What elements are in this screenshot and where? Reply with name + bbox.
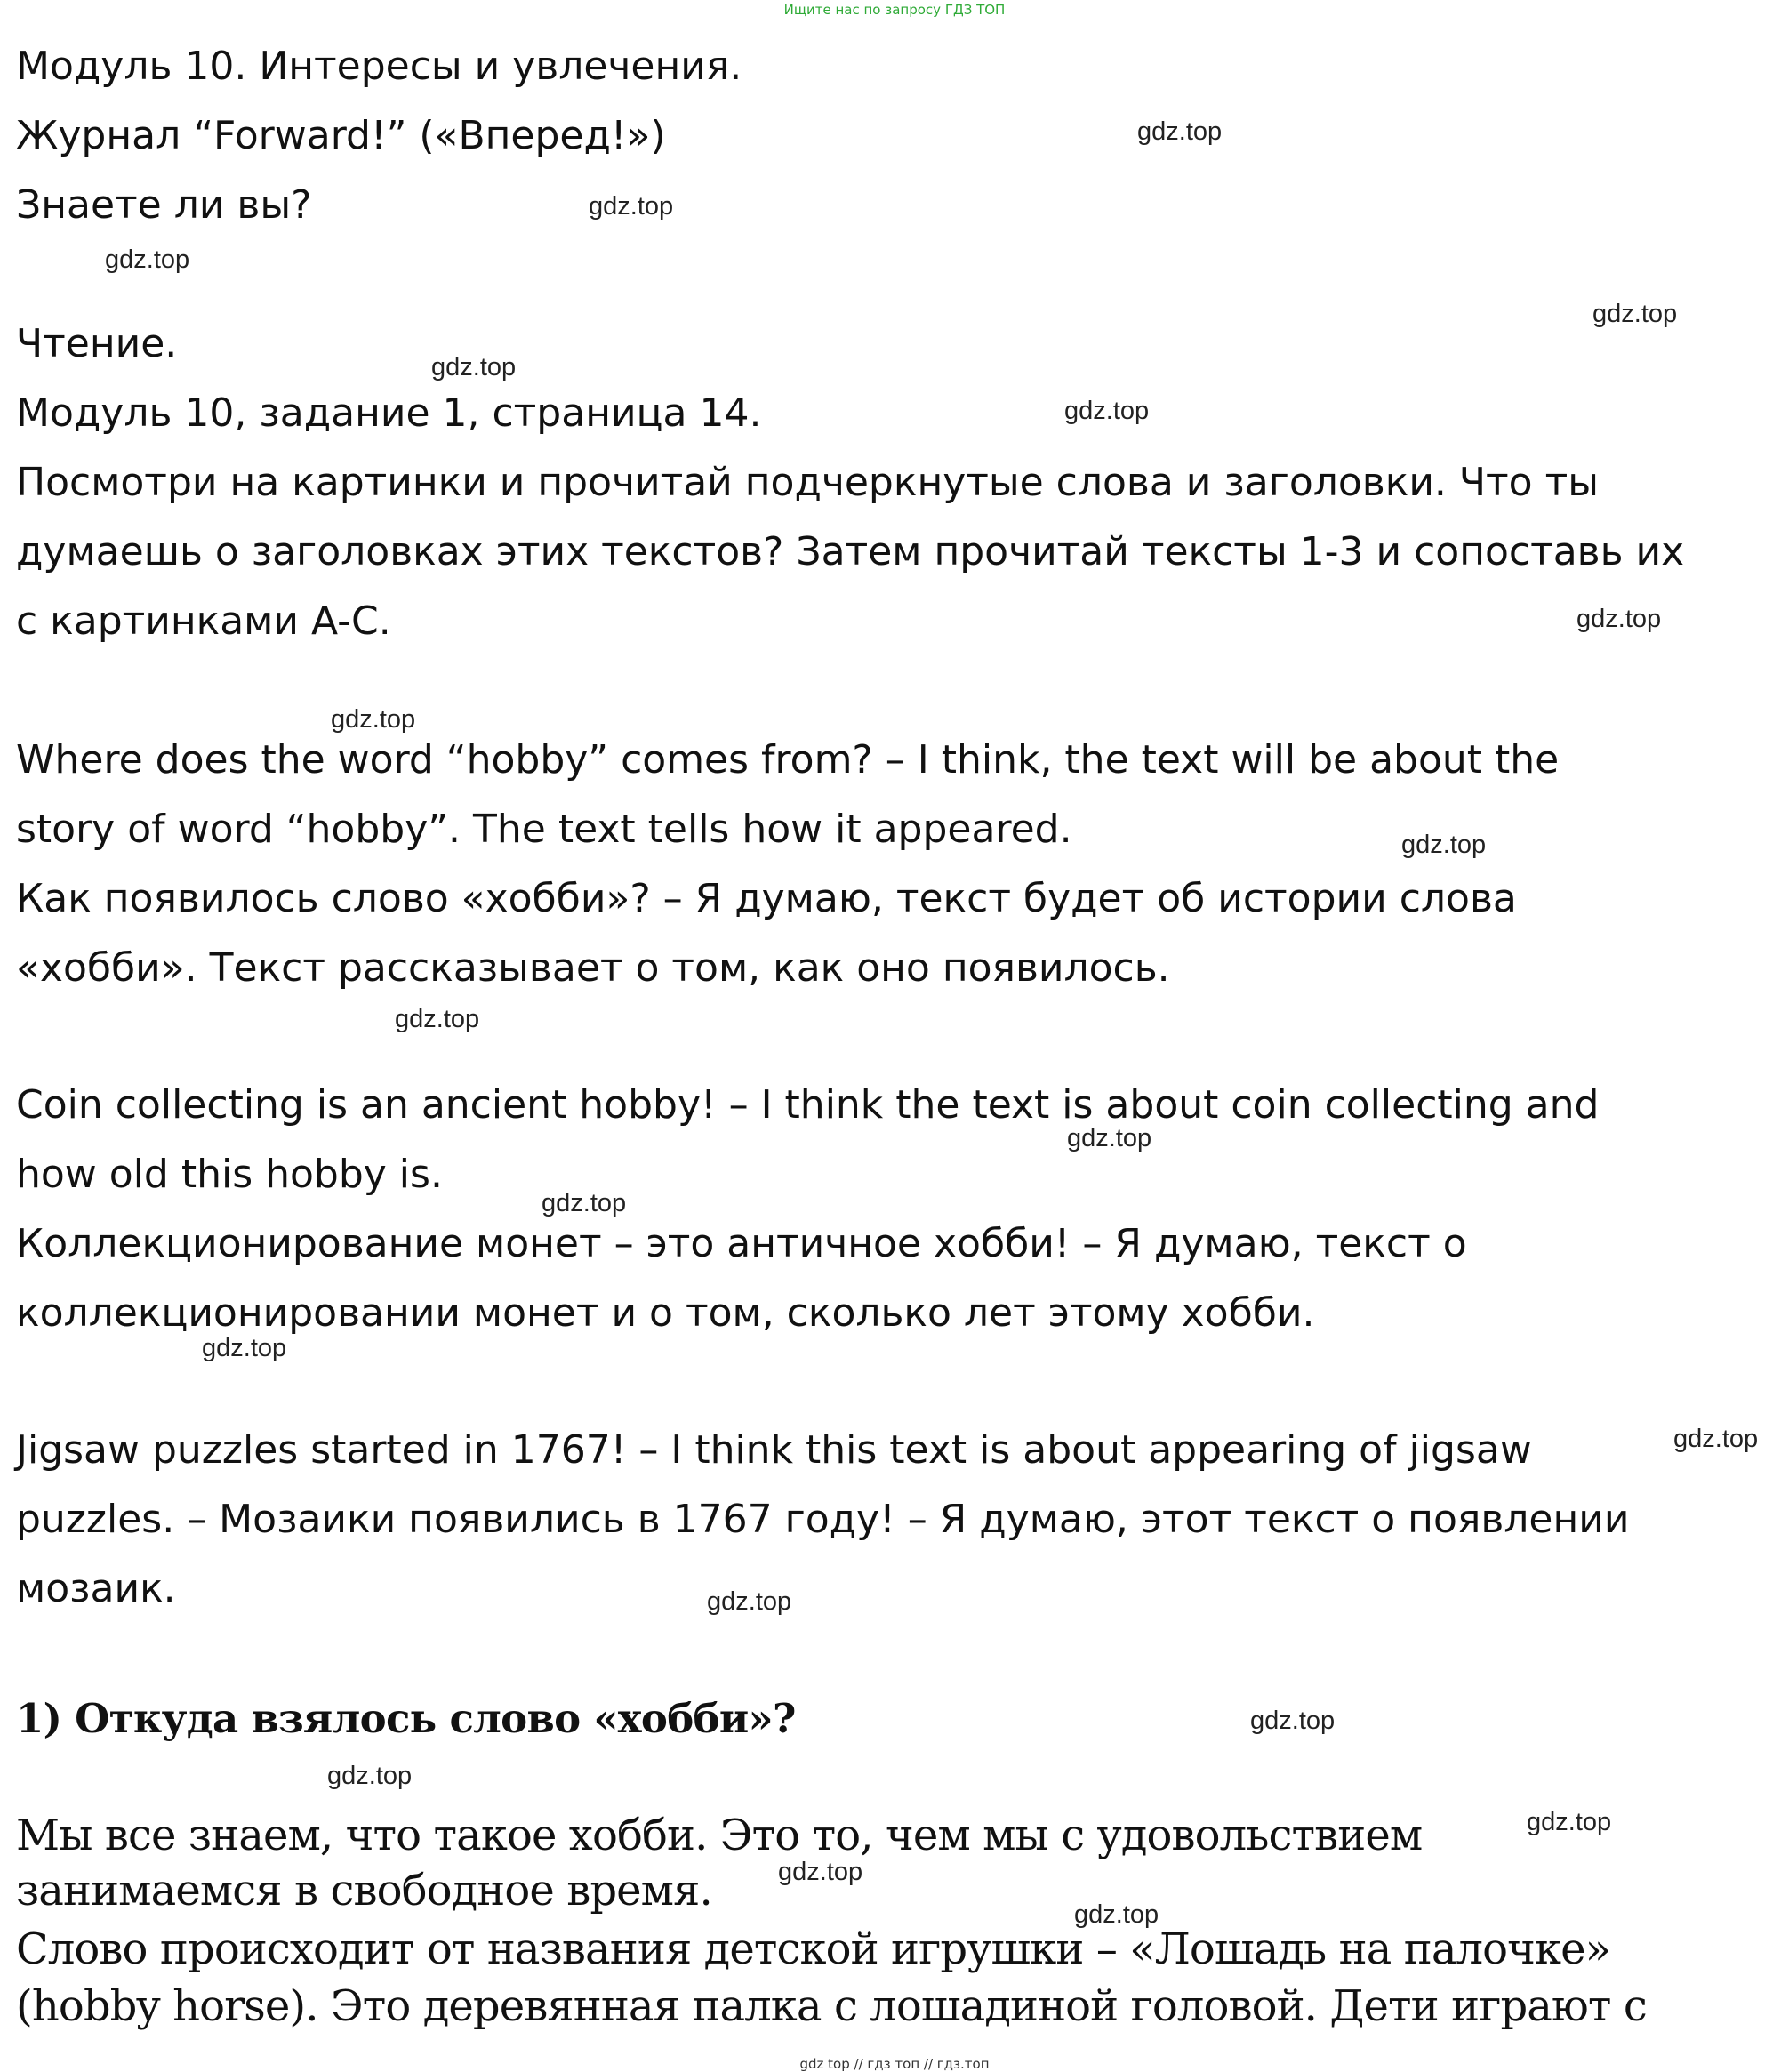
text-line: занимаемся в свободное время. <box>16 1866 712 1915</box>
answer-line: Jigsaw puzzles started in 1767! – I think this text is about appearing of jigsaw <box>16 1427 1532 1473</box>
watermark: gdz.top <box>1592 300 1678 328</box>
instruction-line: с картинками A-C. <box>16 598 391 644</box>
text-heading: 1) Откуда взялось слово «хобби»? <box>16 1695 796 1742</box>
search-hint-link[interactable]: Ищите нас по запросу ГДЗ ТОП <box>783 2 1006 18</box>
watermark: gdz.top <box>1074 1900 1159 1929</box>
answer-line: puzzles. – Мозаики появились в 1767 году! – Я думаю, этот текст о появлении <box>16 1497 1630 1542</box>
watermark: gdz.top <box>395 1005 480 1033</box>
footer-separator: // <box>923 2056 934 2072</box>
answer-line: story of word “hobby”. The text tells how it appeared. <box>16 807 1072 852</box>
watermark: gdz.top <box>778 1858 863 1886</box>
watermark: gdz.top <box>589 192 674 221</box>
section-title: Чтение. <box>16 321 178 366</box>
watermark: gdz.top <box>1527 1808 1612 1836</box>
watermark: gdz.top <box>1137 117 1223 146</box>
watermark: gdz.top <box>1250 1707 1336 1735</box>
answer-line: мозаик. <box>16 1566 176 1611</box>
watermark: gdz.top <box>431 353 517 381</box>
instruction-line: Посмотри на картинки и прочитай подчеркнутые слова и заголовки. Что ты <box>16 460 1599 505</box>
watermark: gdz.top <box>1067 1124 1152 1152</box>
magazine-title: Журнал “Forward!” («Вперед!») <box>16 113 666 158</box>
watermark: gdz.top <box>105 245 190 274</box>
watermark: gdz.top <box>1673 1425 1759 1453</box>
watermark: gdz.top <box>542 1189 627 1217</box>
answer-line: Как появилось слово «хобби»? – Я думаю, текст будет об истории слова <box>16 876 1517 921</box>
footer-link[interactable]: гдз топ <box>867 2056 920 2072</box>
watermark: gdz.top <box>1401 831 1487 859</box>
watermark: gdz.top <box>1576 605 1662 633</box>
footer-link[interactable]: gdz top <box>799 2056 850 2072</box>
module-title: Модуль 10. Интересы и увлечения. <box>16 44 742 89</box>
text-line: Слово происходит от названия детской игрушки – «Лошадь на палочке» <box>16 1924 1611 1974</box>
answer-line: «хобби». Текст рассказывает о том, как оно появилось. <box>16 945 1170 991</box>
watermark: gdz.top <box>202 1334 287 1362</box>
answer-line: how old this hobby is. <box>16 1152 443 1197</box>
text-line: Мы все знаем, что такое хобби. Это то, чем мы с удовольствием <box>16 1811 1423 1860</box>
answer-line: Where does the word “hobby” comes from? – I think, the text will be about the <box>16 737 1560 783</box>
text-line: (hobby horse). Это деревянная палка с лошадиной головой. Дети играют с <box>16 1981 1647 2031</box>
answer-line: Coin collecting is an ancient hobby! – I think the text is about coin collecting and <box>16 1082 1600 1128</box>
footer-link[interactable]: гдз.топ <box>936 2056 990 2072</box>
did-you-know-title: Знаете ли вы? <box>16 182 312 228</box>
instruction-line: думаешь о заголовках этих текстов? Затем прочитай тексты 1-3 и сопоставь их <box>16 529 1685 574</box>
watermark: gdz.top <box>1064 397 1150 425</box>
answer-line: коллекционировании монет и о том, сколько лет этому хобби. <box>16 1290 1315 1336</box>
watermark: gdz.top <box>327 1762 413 1790</box>
watermark: gdz.top <box>331 705 416 734</box>
task-reference: Модуль 10, задание 1, страница 14. <box>16 390 762 436</box>
watermark: gdz.top <box>707 1587 792 1616</box>
footer-separator: // <box>854 2056 863 2072</box>
answer-line: Коллекционирование монет – это античное хобби! – Я думаю, текст о <box>16 1221 1467 1266</box>
